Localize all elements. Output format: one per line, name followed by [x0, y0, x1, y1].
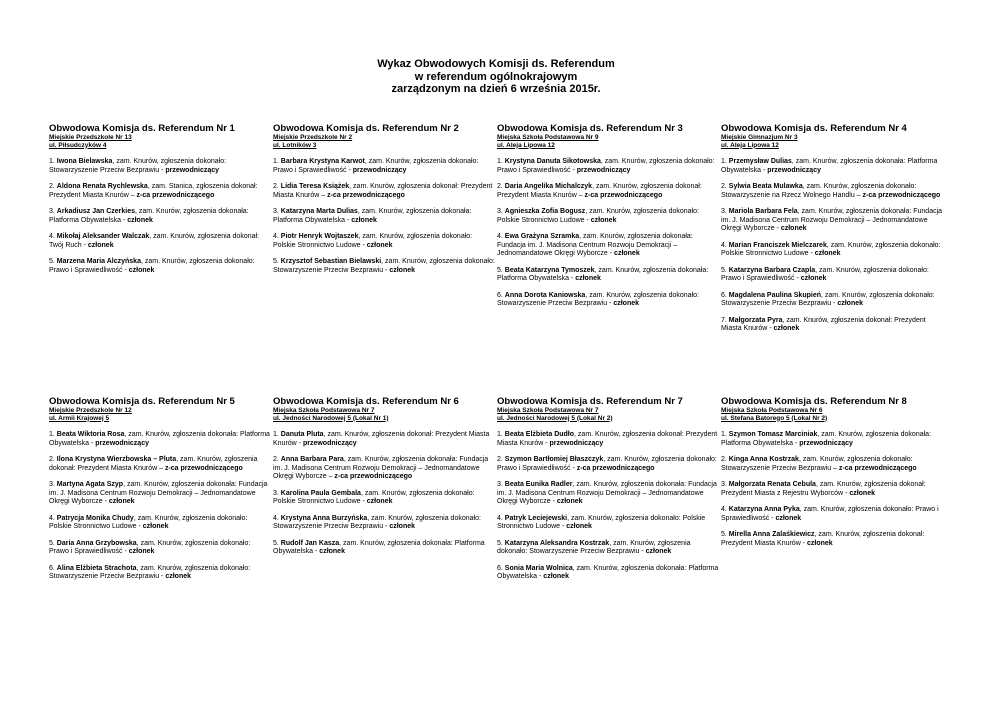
- member-role: członek: [165, 573, 192, 580]
- member-name: Sonia Maria Wolnica: [504, 564, 573, 572]
- member-name: Anna Dorota Kaniowska: [504, 291, 586, 299]
- member-name: Krystyna Danuta Sikotowska: [504, 158, 601, 165]
- member-role: członek: [775, 514, 802, 522]
- commission-address: ul. Jedności Narodowej 5 (Lokal Nr 2): [497, 414, 613, 422]
- member-entry: [721, 317, 943, 334]
- member-number: 2.: [721, 456, 727, 463]
- member-name: Aldona Renata Rychlewska: [56, 183, 148, 190]
- member-details: , zam. Knurów, zgłoszenia dokonało: Stowarzyszenie Przeciw Bezprawiu -: [497, 291, 699, 307]
- member-name: Sylwia Beata Mulawka: [728, 183, 803, 190]
- member-details: , zam. Knurów, zgłoszenia dokonało: Prawo i Sprawiedliwość -: [49, 258, 255, 274]
- member-details: , zam. Knurów, zgłoszenia dokonała: Fundacja im. J. Madisona Centrum Rozwoju Demokracji – Jednomandatowe Okręgi Wyborcze -: [49, 481, 268, 505]
- member-name: Szymon Tomasz Marciniak: [728, 431, 818, 438]
- member-details: , zam. Knurów, zgłoszenia dokonało: Prawo i Sprawiedliwość -: [497, 456, 717, 472]
- member-name: Iwona Bielawska: [56, 158, 113, 165]
- member-details: , zam. Knurów, zgłoszenia dokonało: Polskie Stronnictwo Ludowe -: [273, 489, 475, 505]
- commission-8: [721, 396, 943, 556]
- member-entry: [273, 540, 495, 557]
- member-number: 3.: [721, 208, 727, 215]
- member-entry: [497, 565, 719, 582]
- member-number: 1.: [721, 158, 727, 165]
- member-role: członek: [800, 275, 827, 282]
- member-name: Beata Elżbieta Dudło: [504, 431, 575, 438]
- member-details: , zam. Knurów, zgłoszenia dokonał: Prezydent Miasta Knurów –: [49, 456, 258, 472]
- member-role: członek: [142, 523, 169, 530]
- member-role: członek: [366, 241, 393, 249]
- commission-address: ul. Armii Krajowej 5: [49, 414, 110, 422]
- member-role: członek: [645, 548, 672, 555]
- member-details: , zam. Knurów, zgłoszenia dokonała: Platforma Obywatelska -: [273, 539, 485, 555]
- member-role: członek: [613, 300, 640, 307]
- commission-6: [273, 396, 495, 565]
- member-role: członek: [837, 300, 864, 307]
- member-number: 5.: [721, 531, 727, 538]
- member-details: , zam. Knurów, zgłoszenia dokonało: Prawo i Sprawiedliwość -: [49, 539, 251, 555]
- member-role: członek: [108, 498, 135, 505]
- member-entry: [721, 431, 943, 448]
- member-role: z-ca przewodniczącego: [838, 464, 917, 472]
- member-entry: [49, 431, 271, 448]
- member-entry: [273, 233, 495, 250]
- member-role: z-ca przewodniczącego: [164, 464, 243, 472]
- title-line-2: w referendum ogólnokrajowym: [414, 70, 578, 83]
- member-list: [721, 158, 943, 334]
- member-name: Patrycja Monika Chudy: [56, 514, 134, 522]
- member-role: z-ca przewodniczącego: [862, 191, 941, 199]
- member-entry: [273, 490, 495, 507]
- member-name: Lidia Teresa Książek: [280, 183, 350, 190]
- member-role: członek: [389, 266, 416, 274]
- member-details: , zam. Knurów, zgłoszenia dokonało: Stowarzyszenie Przeciw Bezprawiu -: [721, 291, 935, 307]
- member-number: 6.: [721, 291, 727, 299]
- member-name: Małgorzata Pyra: [728, 316, 783, 324]
- member-details: , zam. Knurów, zgłoszenia dokonało: Stowarzyszenie Przeciw Bezprawiu -: [49, 158, 227, 174]
- member-role: członek: [780, 225, 807, 232]
- member-entry: [49, 258, 271, 275]
- member-entry: [721, 158, 943, 175]
- member-entry: [273, 431, 495, 448]
- member-name: Beata Eunika Radler: [504, 481, 573, 488]
- member-role: z-ca przewodniczącego: [576, 464, 655, 472]
- member-name: Beata Katarzyna Tymoszek: [504, 266, 595, 274]
- commission-venue: Miejskie Przedszkole Nr 12: [49, 407, 132, 414]
- member-entry: [49, 183, 271, 200]
- title-line-3: zarządzonym na dzień 6 września 2015r.: [391, 83, 601, 95]
- member-list: [497, 431, 719, 582]
- member-details: , zam. Knurów, zgłoszenia dokonał: Prezydent Miasta Knurów -: [497, 431, 718, 447]
- member-entry: [49, 158, 271, 175]
- member-role: przewodniczący: [165, 166, 220, 174]
- member-details: , zam. Knurów, zgłoszenia dokonało: Polskie Stronnictwo Ludowe -: [497, 514, 706, 530]
- commission-address: ul. Aleja Lipowa 12: [721, 141, 779, 149]
- commission-address: ul. Lotników 3: [273, 141, 317, 149]
- member-details: , zam. Knurów, zgłoszenia dokonała: Platforma Obywatelska -: [497, 266, 709, 282]
- member-number: 1.: [721, 431, 727, 438]
- member-role: członek: [87, 241, 114, 249]
- member-number: 4.: [497, 233, 503, 240]
- member-details: , zam. Knurów, zgłoszenia dokonało: Stowarzyszenie Przeciw Bezprawiu -: [273, 514, 481, 530]
- member-entry: [721, 506, 943, 523]
- member-details: , zam. Knurów, zgłoszenia dokonała: Fundacja im. J. Madisona Centrum Rozwoju Demokracji – Jednomandatowe Okręgi Wyborcze –: [273, 456, 489, 480]
- member-name: Rudolf Jan Kasza: [280, 539, 340, 547]
- member-entry: [497, 292, 719, 309]
- member-entry: [721, 456, 943, 473]
- member-entry: [497, 515, 719, 532]
- member-details: , zam. Knurów, zgłoszenia dokonało: Prawo i Sprawiedliwość -: [273, 158, 479, 174]
- member-entry: [49, 515, 271, 532]
- member-number: 1.: [49, 431, 55, 438]
- member-number: 4.: [273, 514, 279, 522]
- member-details: , zam. Knurów, zgłoszenia dokonał: Prezydent Miasta z Rejestru Wyborców -: [721, 481, 926, 497]
- member-details: , zam. Knurów, zgłoszenia dokonał: Prezydent Miasta Knurów -: [273, 431, 490, 447]
- member-number: 5.: [49, 258, 55, 265]
- member-list: [497, 158, 719, 309]
- member-entry: [497, 208, 719, 225]
- member-number: 6.: [49, 564, 55, 572]
- member-details: , zam. Knurów, zgłoszenia dokonała: Platforma Obywatelska -: [497, 564, 719, 580]
- title-line-1: Wykaz Obwodowych Komisji ds. Referendum: [377, 58, 615, 70]
- commission-heading: Obwodowa Komisja ds. Referendum Nr 1: [49, 123, 235, 134]
- member-number: 7.: [721, 316, 727, 324]
- member-entry: [721, 292, 943, 309]
- member-details: , zam. Knurów, zgłoszenia dokonała: Platforma Obywatelska -: [49, 431, 270, 447]
- member-details: , zam. Knurów, zgłoszenia dokonała: Fundacja im. J. Madisona Centrum Rozwoju Demokracji – Jednomandatowe Okręgi Wyborcze -: [497, 481, 717, 505]
- member-name: Arkadiusz Jan Czerkies: [56, 208, 135, 215]
- member-number: 2.: [721, 183, 727, 190]
- member-entry: [497, 158, 719, 175]
- member-details: , zam. Knurów, zgłoszenia dokonał: Prezydent Miasta Knurów –: [273, 183, 493, 199]
- member-details: , zam. Knurów, zgłoszenia dokonał: Prezydent Miasta Knurów –: [497, 183, 702, 199]
- member-role: przewodniczący: [767, 166, 821, 174]
- member-details: , zam. Knurów, zgłoszenia dokonała: Platforma Obywatelska -: [49, 208, 249, 224]
- member-details: , zam. Knurów, zgłoszenia dokonało: Stowarzyszenie Przeciw Bezprawiu –: [721, 456, 913, 472]
- member-role: członek: [389, 523, 416, 530]
- member-name: Kinga Anna Kostrzak: [728, 456, 799, 463]
- member-number: 4.: [721, 241, 727, 249]
- member-role: członek: [556, 498, 583, 505]
- commission-venue: Miejska Szkoła Podstawowa Nr 7: [497, 407, 599, 414]
- member-number: 3.: [273, 208, 279, 215]
- member-number: 5.: [49, 539, 55, 547]
- member-details: , zam. Knurów, zgłoszenia dokonało: Stowarzyszenie Przeciw Bezprawiu -: [49, 564, 251, 580]
- commission-2: [273, 123, 495, 283]
- member-name: Danuta Pluta: [280, 431, 324, 438]
- member-role: z-ca przewodniczącego: [136, 191, 215, 199]
- member-name: Szymon Bartłomiej Błaszczyk: [504, 456, 604, 463]
- member-name: Marzena Maria Alczyńska: [56, 258, 141, 265]
- member-details: , zam. Knurów, zgłoszenia dokonała: Fundacja im. J. Madisona Centrum Rozwoju Demokracji – Jednomandatowe Okręgi Wyborcze -: [721, 208, 943, 232]
- member-name: Małgorzata Renata Cebula: [728, 481, 816, 488]
- member-name: Daria Angelika Michalczyk: [504, 183, 593, 190]
- member-list: [49, 431, 271, 582]
- member-number: 5.: [497, 266, 503, 274]
- commission-address: ul. Jedności Narodowej 5 (Lokal Nr 1): [273, 414, 389, 422]
- member-name: Marian Franciszek Mielczarek: [728, 241, 827, 249]
- member-role: z-ca przewodniczącego: [334, 473, 413, 480]
- member-number: 1.: [49, 158, 55, 165]
- member-role: członek: [566, 523, 592, 530]
- member-number: 3.: [497, 481, 503, 488]
- member-details: , zam. Knurów, zgłoszenia dokonało: Polskie Stronnictwo Ludowe -: [49, 514, 248, 530]
- member-number: 3.: [49, 481, 55, 488]
- member-number: 2.: [273, 183, 279, 190]
- member-role: członek: [773, 325, 800, 332]
- member-entry: [49, 481, 271, 507]
- member-role: członek: [128, 266, 155, 274]
- commission-address: ul. Piłsudczyków 4: [49, 141, 107, 149]
- commission-heading: Obwodowa Komisja ds. Referendum Nr 3: [497, 123, 683, 134]
- member-number: 6.: [497, 564, 503, 572]
- commission-7: [497, 396, 719, 590]
- member-number: 5.: [273, 539, 279, 547]
- member-entry: [721, 531, 943, 548]
- commission-heading: Obwodowa Komisja ds. Referendum Nr 6: [273, 396, 459, 407]
- member-number: 4.: [721, 506, 727, 513]
- member-entry: [273, 183, 495, 200]
- member-entry: [497, 456, 719, 473]
- member-number: 2.: [497, 183, 503, 190]
- member-entry: [721, 183, 943, 200]
- member-number: 2.: [49, 183, 55, 190]
- member-role: członek: [543, 573, 569, 580]
- member-number: 1.: [273, 158, 279, 165]
- commission-3: [497, 123, 719, 317]
- commission-heading: Obwodowa Komisja ds. Referendum Nr 2: [273, 123, 459, 134]
- member-role: członek: [319, 548, 345, 555]
- member-entry: [273, 456, 495, 482]
- member-number: 1.: [273, 431, 279, 438]
- member-entry: [49, 233, 271, 250]
- commission-venue: Miejska Szkoła Podstawowa Nr 6: [721, 407, 823, 414]
- member-details: , zam. Knurów, zgłoszenia dokonał: Twój Ruch -: [49, 233, 259, 249]
- member-details: , zam. Knurów, zgłoszenia dokonało: Stowarzyszenie Przeciw Bezprawiu -: [273, 258, 495, 274]
- member-details: , zam. Stanica, zgłoszenia dokonał: Prezydent Miasta Knurów –: [49, 183, 258, 199]
- member-entry: [273, 158, 495, 175]
- member-number: 3.: [721, 481, 727, 488]
- member-entry: [497, 267, 719, 284]
- member-details: , zam. Knurów, zgłoszenia dokonało: Polskie Stronnictwo Ludowe -: [273, 233, 473, 249]
- member-entry: [273, 208, 495, 225]
- commission-heading: Obwodowa Komisja ds. Referendum Nr 8: [721, 396, 907, 407]
- member-number: 1.: [497, 431, 503, 438]
- member-details: , zam. Knurów, zgłoszenia dokonało: Polskie Stronnictwo Ludowe -: [721, 241, 941, 257]
- member-role: członek: [849, 489, 875, 497]
- member-number: 4.: [49, 514, 55, 522]
- member-name: Katarzyna Marta Dulias: [280, 208, 358, 215]
- member-number: 5.: [721, 266, 727, 274]
- member-details: , zam. Knurów, zgłoszenia dokonało: Stowarzyszenie Przeciw Bezprawiu -: [497, 539, 691, 555]
- member-entry: [497, 233, 719, 259]
- member-details: , zam. Knurów, zgłoszenia dokonał: Prezydent Miasta Knurów -: [721, 531, 925, 547]
- member-role: członek: [127, 216, 153, 224]
- member-list: [721, 431, 943, 548]
- member-details: , zam. Knurów, zgłoszenia dokonała: Platforma Obywatelska -: [273, 208, 472, 224]
- document-title: [0, 58, 992, 96]
- member-name: Alina Elżbieta Strachota: [56, 564, 137, 572]
- member-role: członek: [366, 498, 393, 505]
- member-name: Piotr Henryk Wojtaszek: [280, 233, 359, 240]
- member-details: , zam. Knurów, zgłoszenia dokonało: Polskie Stronnictwo Ludowe -: [497, 208, 699, 224]
- member-name: Krzysztof Sebastian Bielawski: [280, 258, 382, 265]
- member-entry: [497, 481, 719, 507]
- member-details: , zam. Knurów, zgłoszenia dokonało: Prawo i Sprawiedliwość -: [497, 158, 715, 174]
- commission-venue: Miejskie Przedszkole Nr 2: [273, 134, 353, 141]
- member-number: 5.: [497, 539, 503, 547]
- commission-4: [721, 123, 943, 342]
- member-role: członek: [128, 548, 155, 555]
- member-name: Martyna Agata Szyp: [56, 481, 124, 488]
- member-entry: [721, 208, 943, 234]
- member-details: , zam. Knurów, zgłoszenia dokonało: Stowarzyszenie na Rzecz Wolnego Handlu –: [721, 183, 917, 199]
- member-name: Anna Barbara Para: [280, 456, 344, 463]
- member-name: Ewa Grażyna Szramka: [504, 233, 580, 240]
- member-number: 3.: [49, 208, 55, 215]
- member-list: [273, 158, 495, 275]
- member-entry: [49, 456, 271, 473]
- member-details: , zam. Knurów, zgłoszenia dokonało: Prawo i Sprawiedliwość -: [721, 266, 929, 282]
- member-number: 1.: [497, 158, 503, 165]
- member-entry: [49, 565, 271, 582]
- member-entry: [49, 208, 271, 225]
- member-entry: [49, 540, 271, 557]
- member-name: Mirella Anna Zalaśkiewicz: [728, 531, 815, 538]
- member-name: Ilona Krystyna Wierzbowska – Pluta: [56, 456, 177, 463]
- member-name: Patryk Leciejewski: [504, 514, 568, 522]
- member-name: Katarzyna Barbara Czapla: [728, 266, 816, 274]
- commission-address: ul. Stefana Batorego 5 (Lokal Nr 2): [721, 414, 828, 422]
- member-entry: [497, 183, 719, 200]
- member-name: Mikołaj Aleksander Walczak: [56, 233, 150, 240]
- member-role: członek: [614, 250, 640, 257]
- member-role: przewodniczący: [95, 439, 149, 447]
- member-name: Agnieszka Zofia Bogusz: [504, 208, 586, 215]
- member-role: przewodniczący: [576, 166, 631, 174]
- member-number: 4.: [497, 514, 503, 522]
- member-role: przewodniczący: [302, 439, 357, 447]
- member-role: przewodniczący: [352, 166, 407, 174]
- member-name: Magdalena Paulina Skupień: [728, 291, 821, 299]
- member-role: z-ca przewodniczącego: [327, 191, 405, 199]
- commission-heading: Obwodowa Komisja ds. Referendum Nr 5: [49, 396, 235, 407]
- member-role: z-ca przewodniczącego: [584, 191, 663, 199]
- member-number: 3.: [497, 208, 503, 215]
- member-entry: [497, 540, 719, 557]
- member-number: 3.: [273, 489, 279, 497]
- member-entry: [273, 258, 495, 275]
- member-list: [49, 158, 271, 275]
- member-number: 6.: [497, 291, 503, 299]
- member-list: [273, 431, 495, 557]
- member-details: , zam. Knurów, zgłoszenia dokonała: Platforma Obywatelska -: [721, 431, 931, 447]
- commission-venue: Miejskie Przedszkole Nr 13: [49, 134, 132, 141]
- member-entry: [497, 431, 719, 448]
- member-role: członek: [814, 250, 841, 257]
- member-details: , zam. Knurów, zgłoszenia dokonał: Prezydent Miasta Knurów -: [721, 316, 926, 332]
- commission-venue: Miejska Szkoła Podstawowa Nr 9: [497, 134, 599, 141]
- member-name: Katarzyna Aleksandra Kostrzak: [504, 539, 610, 547]
- member-role: członek: [590, 216, 617, 224]
- member-entry: [721, 267, 943, 284]
- commission-1: [49, 123, 271, 283]
- member-entry: [273, 515, 495, 532]
- commission-heading: Obwodowa Komisja ds. Referendum Nr 4: [721, 123, 907, 134]
- member-entry: [721, 242, 943, 259]
- member-number: 2.: [49, 456, 55, 463]
- commission-5: [49, 396, 271, 590]
- member-name: Katarzyna Anna Pyka: [728, 506, 800, 513]
- member-name: Krystyna Anna Burzyńska: [280, 514, 368, 522]
- member-role: przewodniczący: [549, 439, 604, 447]
- member-entry: [721, 481, 943, 498]
- member-role: członek: [575, 275, 601, 282]
- member-details: , zam. Knurów, zgłoszenia dokonała: Platforma Obywatelska -: [721, 158, 938, 174]
- member-name: Mariola Barbara Fela: [728, 208, 798, 215]
- member-name: Karolina Paula Gembala: [280, 489, 361, 497]
- member-number: 2.: [273, 456, 279, 463]
- member-role: przewodniczący: [799, 439, 853, 447]
- member-role: członek: [806, 539, 833, 547]
- member-role: członek: [351, 216, 377, 224]
- member-number: 5.: [273, 258, 279, 265]
- member-details: , zam. Knurów, zgłoszenia dokonała: Fundacja im. J. Madisona Centrum Rozwoju Demokracji – Jednomandatowe Okręgi Wyborcze -: [497, 233, 693, 257]
- member-number: 4.: [273, 233, 279, 240]
- member-name: Daria Anna Grzybowska: [56, 539, 137, 547]
- commission-venue: Miejska Szkoła Podstawowa Nr 7: [273, 407, 375, 414]
- member-details: , zam. Knurów, zgłoszenia dokonało: Prawo i Sprawiedliwość -: [721, 506, 939, 522]
- member-name: Barbara Krystyna Karwot: [280, 158, 365, 165]
- member-name: Beata Wiktoria Rosa: [56, 431, 125, 438]
- commission-heading: Obwodowa Komisja ds. Referendum Nr 7: [497, 396, 683, 407]
- commission-address: ul. Aleja Lipowa 12: [497, 141, 555, 149]
- member-number: 4.: [49, 233, 55, 240]
- member-number: 2.: [497, 456, 503, 463]
- commission-venue: Miejskie Gimnazjum Nr 3: [721, 134, 798, 141]
- member-name: Przemysław Dulias: [728, 158, 792, 165]
